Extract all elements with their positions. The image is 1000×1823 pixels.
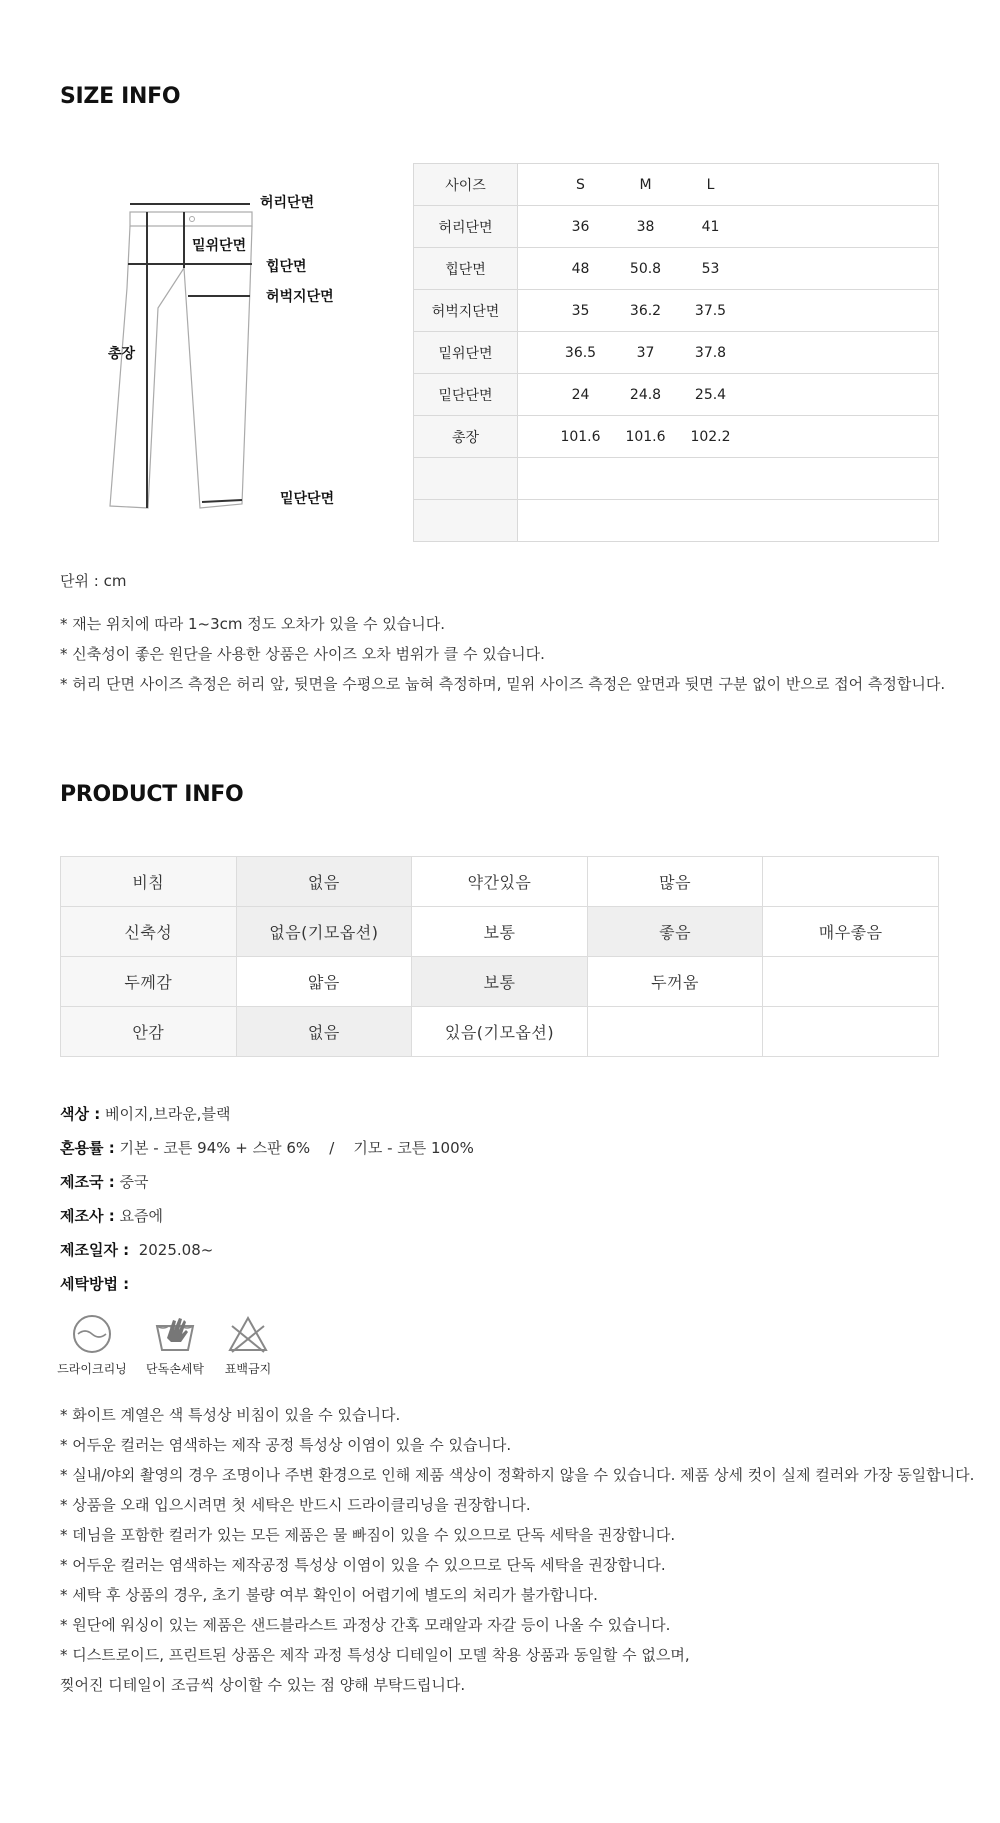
option-cell-selected: 없음 xyxy=(236,857,412,907)
caution-line: * 원단에 워싱이 있는 제품은 샌드블라스트 과정상 간혹 모래알과 자갈 등이 나올 수 있습니다. xyxy=(60,1616,671,1634)
size-table xyxy=(413,163,939,542)
option-cell: 없음(기모옵션) xyxy=(236,907,412,957)
pants-diagram xyxy=(100,188,360,528)
cell-value: 38 xyxy=(636,218,655,235)
caution-line: * 디스트로이드, 프린트된 상품은 제작 과정 특성상 디테일이 모델 착용 상품과 동일할 수 없으며, xyxy=(60,1646,690,1664)
caution-line: * 실내/야외 촬영의 경우 조명이나 주변 환경으로 인해 제품 색상이 정확하지 않을 수 있습니다. 제품 상세 컷이 실제 컬러와 가장 동일합니다. xyxy=(60,1466,975,1484)
spec-material xyxy=(60,1137,474,1158)
spec-value: 베이지,브라운,블랙 xyxy=(100,1105,231,1123)
option-cell xyxy=(763,957,939,1007)
diagram-label-rise: 밑위단면 xyxy=(192,238,247,254)
spec-label: 색상 : xyxy=(60,1105,101,1123)
diagram-label-hem: 밑단단면 xyxy=(280,491,335,507)
spec-label: 혼용률 : xyxy=(60,1139,115,1157)
diagram-label-thigh: 허벅지단면 xyxy=(266,289,334,305)
size-header-label: 사이즈 xyxy=(414,164,518,206)
table-row xyxy=(61,907,939,957)
size-m: M xyxy=(639,176,652,193)
caution-line: * 화이트 계열은 색 특성상 비침이 있을 수 있습니다. xyxy=(60,1406,401,1424)
cell-value: 37 xyxy=(636,344,655,361)
row-label: 밑위단면 xyxy=(414,332,518,374)
spec-label: 제조사 : xyxy=(60,1207,115,1225)
table-row xyxy=(61,957,939,1007)
option-cell: 얇음 xyxy=(236,957,412,1007)
caution-line: * 어두운 컬러는 염색하는 제작공정 특성상 이염이 있을 수 있으므로 단독 세탁을 권장합니다. xyxy=(60,1556,666,1574)
spec-label: 제조일자 : xyxy=(60,1241,130,1259)
product-info-title: PRODUCT INFO xyxy=(60,782,244,807)
option-cell-selected: 없음 xyxy=(236,1007,412,1057)
no-bleach-icon xyxy=(226,1312,270,1356)
table-row xyxy=(414,332,939,374)
spec-label: 제조국 : xyxy=(60,1173,115,1191)
cell-value: 101.6 xyxy=(560,428,601,445)
cell-value: 24 xyxy=(571,386,590,403)
cell-value: 101.6 xyxy=(625,428,666,445)
row-label: 비침 xyxy=(61,857,237,907)
dry-clean-icon xyxy=(70,1312,114,1356)
caution-line: 찢어진 디테일이 조금씩 상이할 수 있는 점 양해 부탁드립니다. xyxy=(60,1676,466,1694)
spec-value: 2025.08~ xyxy=(129,1241,214,1259)
spec-country xyxy=(60,1171,148,1192)
cell-value: 50.8 xyxy=(629,260,662,277)
diagram-label-length: 총장 xyxy=(108,346,136,362)
option-cell: 있음(기모옵션) xyxy=(412,1007,588,1057)
cell-value: 41 xyxy=(701,218,720,235)
cell-value: 37.8 xyxy=(694,344,727,361)
note-line: * 재는 위치에 따라 1~3cm 정도 오차가 있을 수 있습니다. xyxy=(60,615,446,633)
table-row-empty xyxy=(414,458,939,500)
cell-value: 36.5 xyxy=(564,344,597,361)
wash-item-dry-clean xyxy=(52,1312,132,1377)
size-notes xyxy=(60,609,945,699)
caution-notes xyxy=(60,1400,974,1700)
cell-value: 36 xyxy=(571,218,590,235)
option-cell: 약간있음 xyxy=(412,857,588,907)
spec-maker xyxy=(60,1205,163,1226)
unit-text: 단위 : cm xyxy=(60,572,127,590)
spec-value: 중국 xyxy=(114,1173,149,1191)
spec-washing xyxy=(60,1273,129,1294)
diagram-label-hip: 힙단면 xyxy=(266,259,307,275)
wash-label: 표백금지 xyxy=(224,1362,272,1376)
cell-value: 53 xyxy=(701,260,720,277)
size-s: S xyxy=(576,176,585,193)
option-cell xyxy=(587,1007,763,1057)
option-cell xyxy=(763,1007,939,1057)
row-label: 안감 xyxy=(61,1007,237,1057)
caution-line: * 어두운 컬러는 염색하는 제작 공정 특성상 이염이 있을 수 있습니다. xyxy=(60,1436,512,1454)
cell-value: 35 xyxy=(571,302,590,319)
table-row xyxy=(61,857,939,907)
option-cell: 보통 xyxy=(412,907,588,957)
row-label: 밑단단면 xyxy=(414,374,518,416)
wash-item-no-bleach xyxy=(208,1312,288,1377)
spec-label: 세탁방법 : xyxy=(60,1275,130,1293)
row-label: 힙단면 xyxy=(414,248,518,290)
size-table-header xyxy=(414,164,939,206)
row-label: 총장 xyxy=(414,416,518,458)
row-label: 두께감 xyxy=(61,957,237,1007)
caution-line: * 세탁 후 상품의 경우, 초기 불량 여부 확인이 어렵기에 별도의 처리가 불가합니다. xyxy=(60,1586,598,1604)
size-l: L xyxy=(706,176,715,193)
table-row xyxy=(414,248,939,290)
product-info-table xyxy=(60,856,939,1057)
cell-value: 102.2 xyxy=(690,428,731,445)
table-row xyxy=(414,416,939,458)
table-row xyxy=(414,206,939,248)
table-row xyxy=(414,374,939,416)
size-info-title: SIZE INFO xyxy=(60,84,181,109)
caution-line: * 상품을 오래 입으시려면 첫 세탁은 반드시 드라이클리닝을 권장합니다. xyxy=(60,1496,531,1514)
option-cell-selected: 보통 xyxy=(412,957,588,1007)
cell-value: 37.5 xyxy=(694,302,727,319)
spec-date xyxy=(60,1239,213,1260)
note-line: * 허리 단면 사이즈 측정은 허리 앞, 뒷면을 수평으로 눕혀 측정하며, 밑위 사이즈 측정은 앞면과 뒷면 구분 없이 반으로 접어 측정합니다. xyxy=(60,675,946,693)
row-label: 허리단면 xyxy=(414,206,518,248)
spec-value: 요즘에 xyxy=(114,1207,163,1225)
table-row-empty xyxy=(414,500,939,542)
spec-value: 기본 - 코튼 94% + 스판 6% / 기모 - 코튼 100% xyxy=(114,1139,474,1157)
wash-item-hand-wash xyxy=(135,1312,215,1377)
row-label: 허벅지단면 xyxy=(414,290,518,332)
option-cell: 두꺼움 xyxy=(587,957,763,1007)
table-row xyxy=(414,290,939,332)
option-cell xyxy=(763,857,939,907)
table-row xyxy=(61,1007,939,1057)
wash-label: 드라이크리닝 xyxy=(57,1362,127,1376)
cell-value: 48 xyxy=(571,260,590,277)
diagram-label-waist: 허리단면 xyxy=(260,195,315,211)
note-line: * 신축성이 좋은 원단을 사용한 상품은 사이즈 오차 범위가 클 수 있습니다. xyxy=(60,645,545,663)
option-cell: 매우좋음 xyxy=(763,907,939,957)
cell-value: 24.8 xyxy=(629,386,662,403)
cell-value: 25.4 xyxy=(694,386,727,403)
option-cell-selected: 좋음 xyxy=(587,907,763,957)
spec-color xyxy=(60,1103,230,1124)
hand-wash-icon xyxy=(153,1312,197,1356)
option-cell: 많음 xyxy=(587,857,763,907)
caution-line: * 데님을 포함한 컬러가 있는 모든 제품은 물 빠짐이 있을 수 있으므로 단독 세탁을 권장합니다. xyxy=(60,1526,676,1544)
row-label: 신축성 xyxy=(61,907,237,957)
cell-value: 36.2 xyxy=(629,302,662,319)
wash-label: 단독손세탁 xyxy=(146,1362,204,1376)
